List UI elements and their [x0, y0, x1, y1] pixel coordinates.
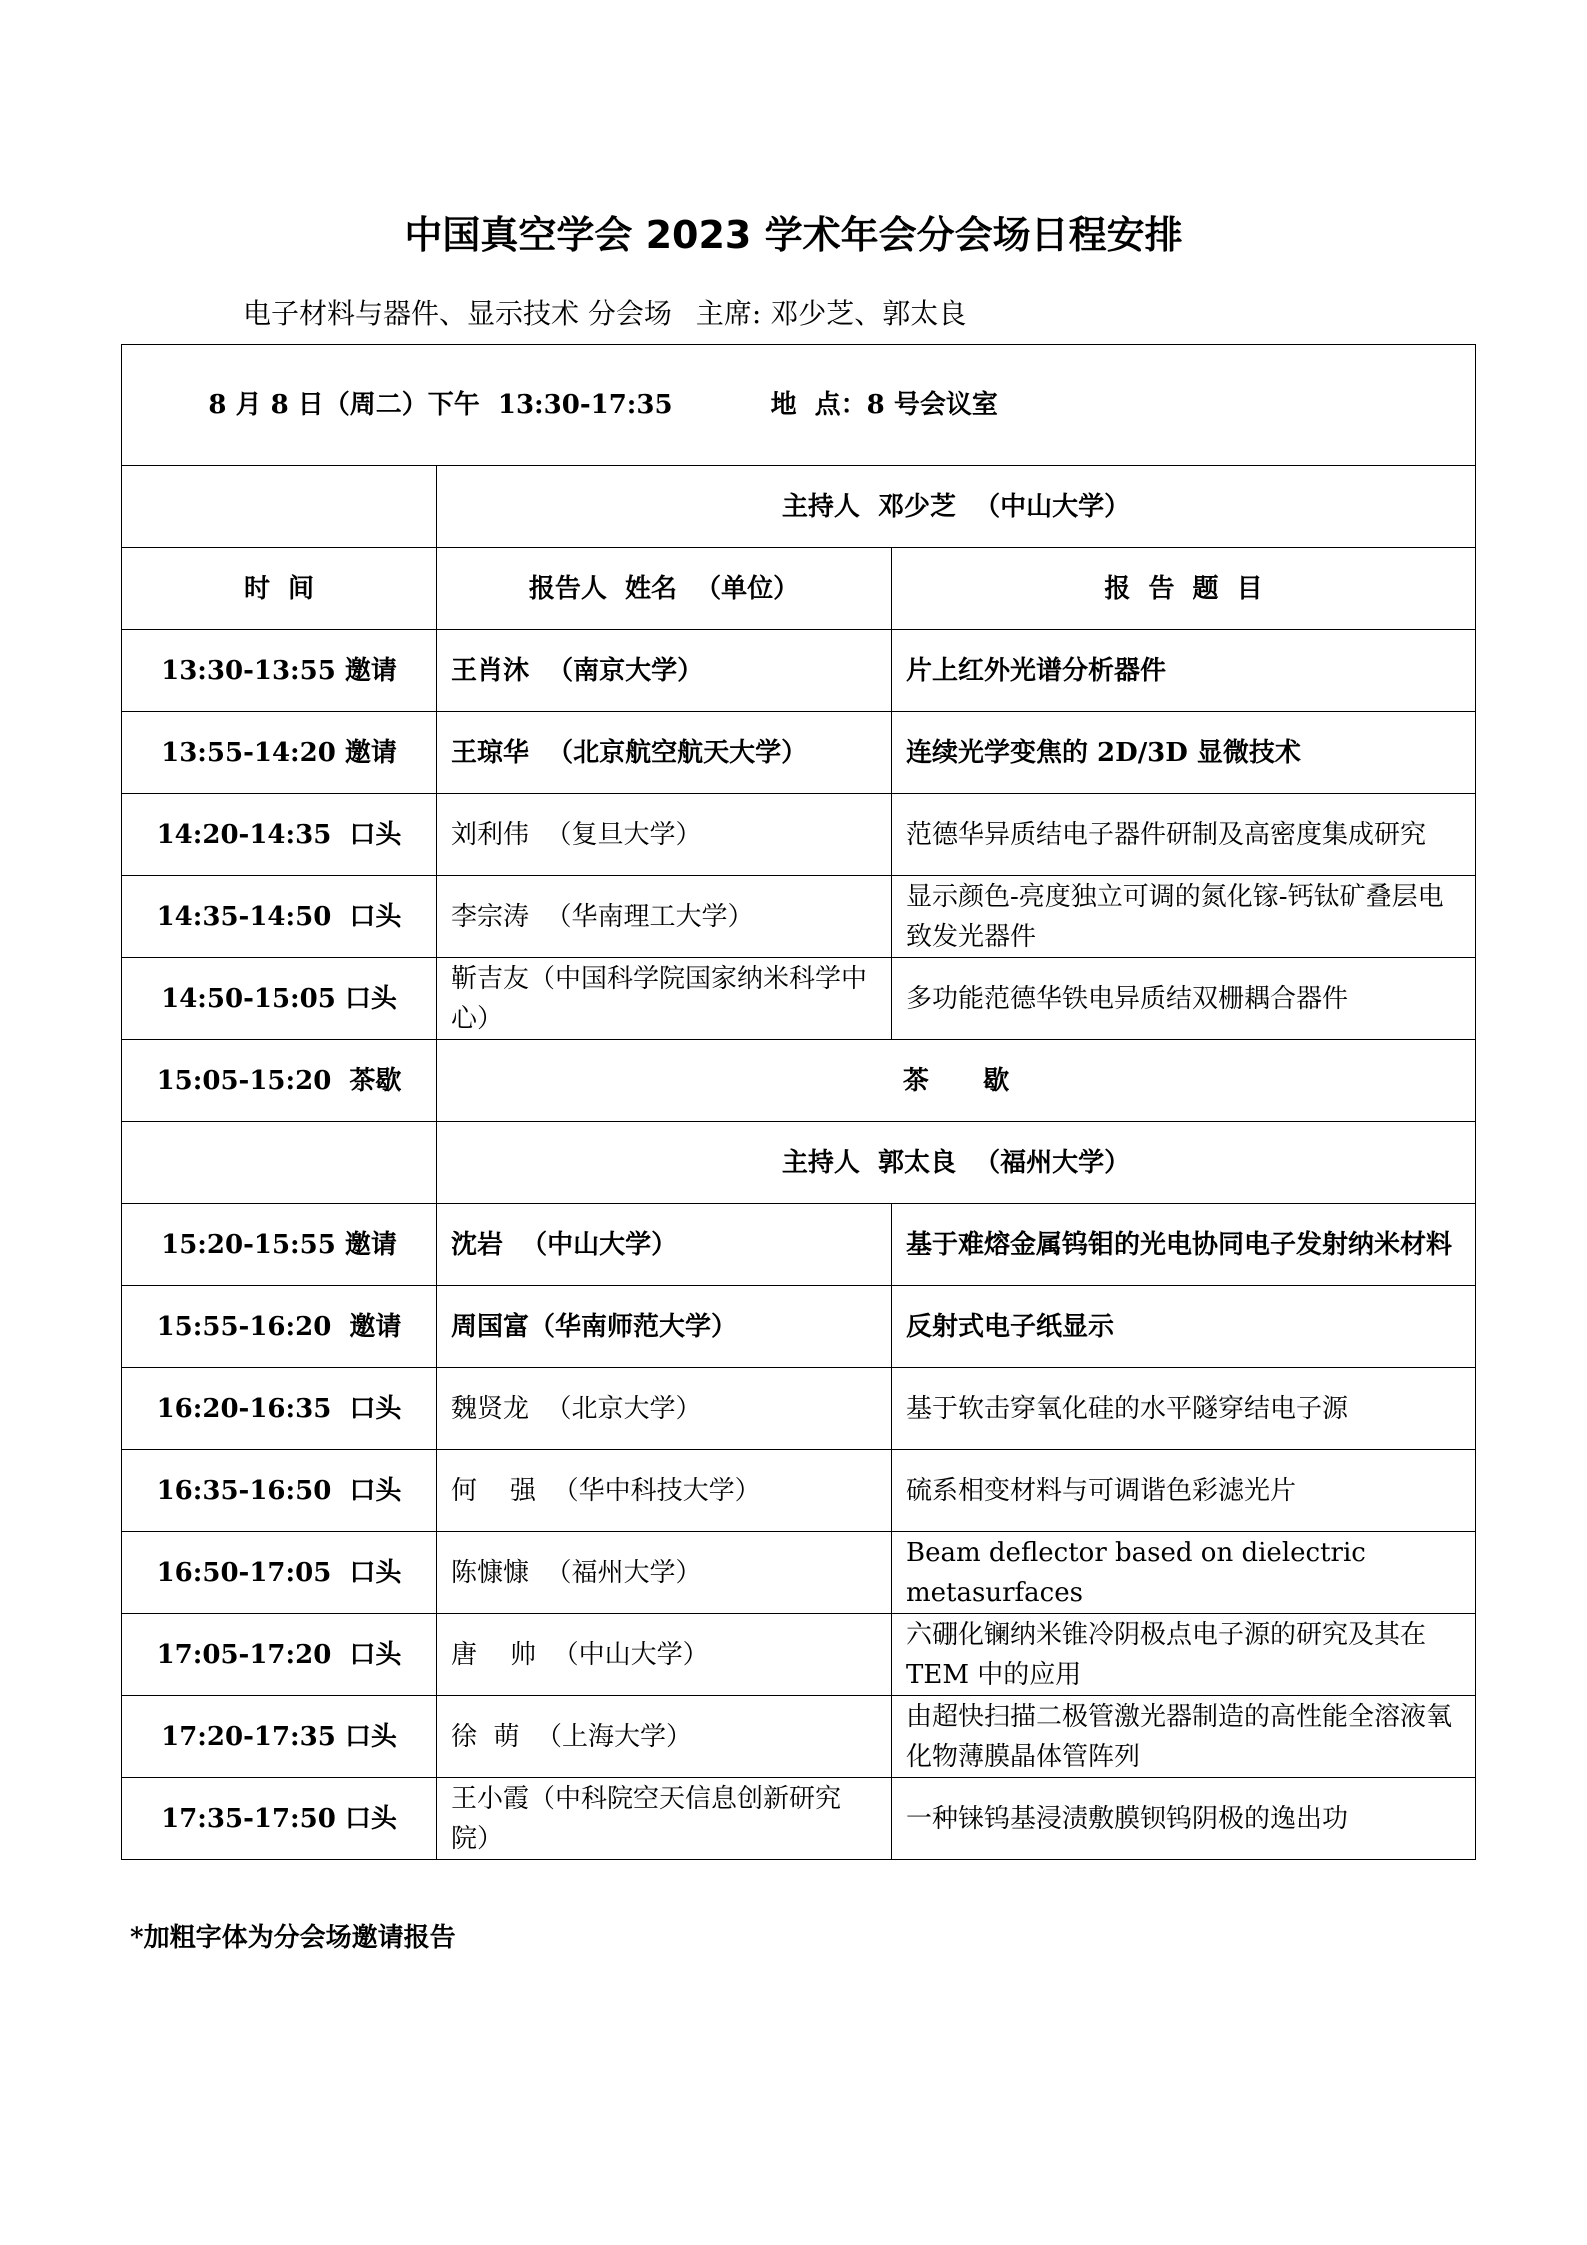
row-speaker: 沈岩 （中山大学）: [437, 1204, 892, 1286]
row-topic: 连续光学变焦的 2D/3D 显微技术: [892, 712, 1476, 794]
host-1: 主持人 邓少芝 （中山大学）: [437, 466, 1476, 548]
row-topic: 多功能范德华铁电异质结双栅耦合器件: [892, 958, 1476, 1040]
row-time: 13:55-14:20 邀请: [122, 712, 437, 794]
row-topic: 显示颜色-亮度独立可调的氮化镓-钙钛矿叠层电致发光器件: [892, 876, 1476, 958]
header-row: [122, 548, 1476, 630]
row-topic: 片上红外光谱分析器件: [892, 630, 1476, 712]
row-speaker: 王琼华 （北京航空航天大学）: [437, 712, 892, 794]
row-speaker: 刘利伟 （复旦大学）: [437, 794, 892, 876]
row-time: 15:55-16:20 邀请: [122, 1286, 437, 1368]
footnote: *加粗字体为分会场邀请报告: [130, 1923, 456, 1953]
break-label: 茶 歇: [437, 1040, 1476, 1122]
table-row: [122, 1614, 1476, 1696]
row-topic: 范德华异质结电子器件研制及高密度集成研究: [892, 794, 1476, 876]
row-time: 15:05-15:20 茶歇: [122, 1040, 437, 1122]
row-time: 13:30-13:55 邀请: [122, 630, 437, 712]
row-speaker: 王肖沐 （南京大学）: [437, 630, 892, 712]
row-speaker: 魏贤龙 （北京大学）: [437, 1368, 892, 1450]
row-time: 14:50-15:05 口头: [122, 958, 437, 1040]
row-speaker: 何 强 （华中科技大学）: [437, 1450, 892, 1532]
table-row: [122, 876, 1476, 958]
table-row: [122, 1368, 1476, 1450]
header-topic: 报 告 题 目: [892, 548, 1476, 630]
row-time: 16:50-17:05 口头: [122, 1532, 437, 1614]
session-name: 电子材料与器件、显示技术 分会场: [243, 297, 672, 330]
table-row: [122, 712, 1476, 794]
row-topic: 一种铼钨基浸渍敷膜钡钨阴极的逸出功: [892, 1778, 1476, 1860]
row-speaker: 徐 萌 （上海大学）: [437, 1696, 892, 1778]
header-speaker: 报告人 姓名 （单位）: [437, 548, 892, 630]
row-speaker: 王小霞（中科院空天信息创新研究院）: [437, 1778, 892, 1860]
table-row: [122, 1696, 1476, 1778]
table-row: [122, 630, 1476, 712]
table-row: [122, 1450, 1476, 1532]
row-time: 17:05-17:20 口头: [122, 1614, 437, 1696]
row-topic: 反射式电子纸显示: [892, 1286, 1476, 1368]
host-row: [122, 466, 1476, 548]
row-time: 16:35-16:50 口头: [122, 1450, 437, 1532]
host-row: [122, 1122, 1476, 1204]
row-speaker: 周国富（华南师范大学）: [437, 1286, 892, 1368]
table-row: [122, 794, 1476, 876]
table-row: [122, 1286, 1476, 1368]
table-row: [122, 1778, 1476, 1860]
break-row: [122, 1040, 1476, 1122]
session-subtitle: [243, 292, 966, 336]
row-topic: 由超快扫描二极管激光器制造的高性能全溶液氧化物薄膜晶体管阵列: [892, 1696, 1476, 1778]
row-speaker: 李宗涛 （华南理工大学）: [437, 876, 892, 958]
date-location-cell: [122, 345, 1476, 466]
row-time: 15:20-15:55 邀请: [122, 1204, 437, 1286]
header-time: 时 间: [122, 548, 437, 630]
table-row: [122, 958, 1476, 1040]
row-time: 14:35-14:50 口头: [122, 876, 437, 958]
host-2: 主持人 郭太良 （福州大学）: [437, 1122, 1476, 1204]
table-row: [122, 1204, 1476, 1286]
location: 地 点：8 号会议室: [770, 390, 998, 420]
row-time: 17:35-17:50 口头: [122, 1778, 437, 1860]
row-topic: 六硼化镧纳米锥冷阴极点电子源的研究及其在 TEM 中的应用: [892, 1614, 1476, 1696]
row-topic: 基于软击穿氧化硅的水平隧穿结电子源: [892, 1368, 1476, 1450]
session-chair: 主席: 邓少芝、郭太良: [695, 297, 967, 330]
row-topic: 基于难熔金属钨钼的光电协同电子发射纳米材料: [892, 1204, 1476, 1286]
row-time: 16:20-16:35 口头: [122, 1368, 437, 1450]
row-speaker: 陈慷慷 （福州大学）: [437, 1532, 892, 1614]
row-topic: 硫系相变材料与可调谐色彩滤光片: [892, 1450, 1476, 1532]
schedule-table: [121, 344, 1476, 1860]
row-topic: Beam deflector based on dielectric metasurfaces: [892, 1532, 1476, 1614]
row-speaker: 靳吉友（中国科学院国家纳米科学中心）: [437, 958, 892, 1040]
empty-cell: [122, 1122, 437, 1204]
row-time: 17:20-17:35 口头: [122, 1696, 437, 1778]
empty-cell: [122, 466, 437, 548]
table-row: [122, 1532, 1476, 1614]
row-time: 14:20-14:35 口头: [122, 794, 437, 876]
row-speaker: 唐 帅 （中山大学）: [437, 1614, 892, 1696]
date-time: 8 月 8 日（周二）下午 13:30-17:35: [208, 390, 673, 420]
page-title: 中国真空学会 2023 学术年会分会场日程安排: [404, 213, 1183, 257]
date-location-row: [122, 345, 1476, 466]
